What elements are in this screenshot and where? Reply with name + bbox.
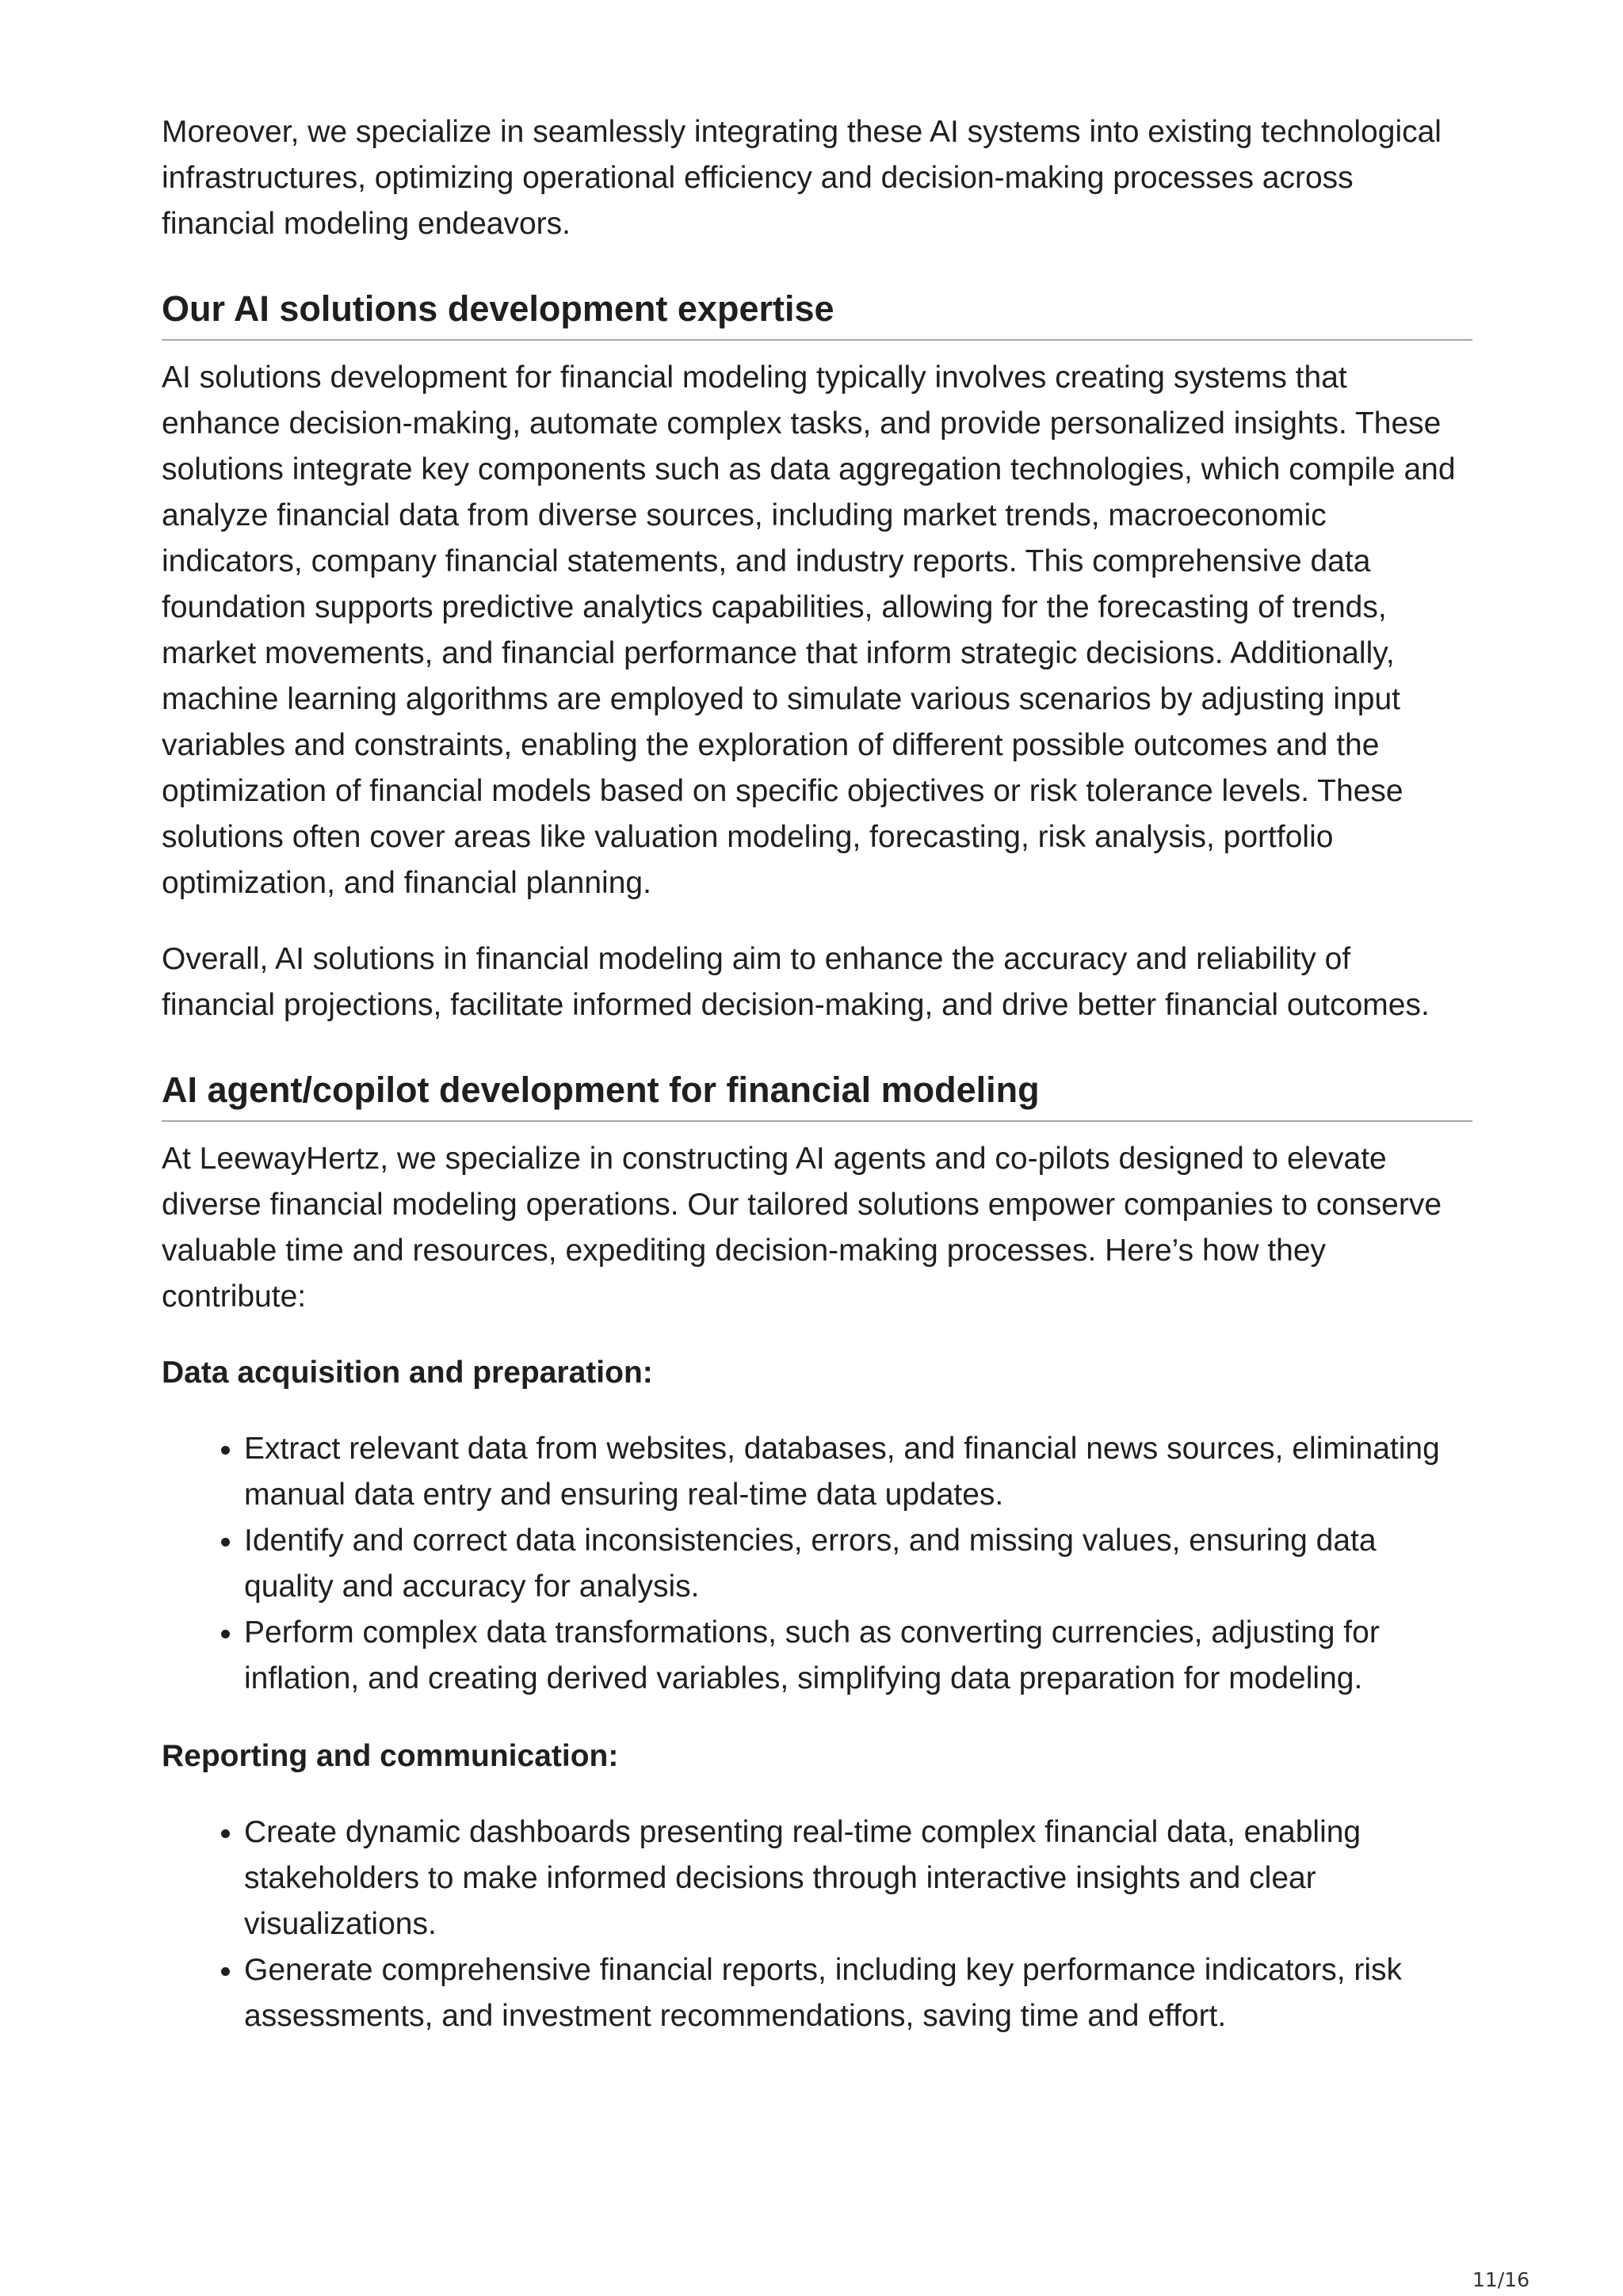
list-item: • Generate comprehensive financial reports, including key performance indicators, risk assessments, and investment recommendations, saving time and effort. — [244, 1947, 1472, 2039]
agent-intro-paragraph: At LeewayHertz, we specialize in constructing AI agents and co-pilots designed to elevate diverse financial modeling operations. Our tailored solutions empower companies to conserve valuable time and resources, expediting decision-making processes. Here’s how they contribute: — [162, 1142, 1442, 1314]
expertise-paragraph-1: AI solutions development for financial modeling typically involves creating systems that enhance decision-making, automate complex tasks, and provide personalized insights. These solutions integrate key components such as data aggregation technologies, which compile and analyze financial data from diverse sources, including market trends, macroeconomic indicators, company financial statements, and industry reports. This comprehensive data foundation supports predictive analytics capabilities, allowing for the forecasting of trends, market movements, and financial performance that inform strategic decisions. Additionally, machine learning algorithms are employed to simulate various scenarios by adjusting input variables and constraints, enabling the exploration of different possible outcomes and the optimization of financial models based on specific objectives or risk tolerance levels. These solutions often cover areas like valuation modeling, forecasting, risk analysis, portfolio optimization, and financial planning. — [162, 360, 1456, 900]
subheading-data-acquisition: Data acquisition and preparation: — [162, 1356, 653, 1390]
expertise-paragraph-2: Overall, AI solutions in financial modeling aim to enhance the accuracy and reliability of financial projections, facilitate informed decision-making, and drive better financial outcomes. — [162, 942, 1430, 1022]
list-item: • Identify and correct data inconsistencies, errors, and missing values, ensuring data quality and accuracy for analysis. — [244, 1518, 1472, 1610]
intro-paragraph: Moreover, we specialize in seamlessly integrating these AI systems into existing technological infrastructures, optimizing operational efficiency and decision-making processes across financial modeling endeavors. — [162, 115, 1442, 241]
reporting-list — [162, 1810, 1472, 2039]
section-heading-agent: AI agent/copilot development for financial modeling — [162, 1065, 1472, 1122]
list-item: • Perform complex data transformations, such as converting currencies, adjusting for inflation, and creating derived variables, simplifying data preparation for modeling. — [244, 1610, 1472, 1702]
document-page — [162, 109, 1472, 2071]
list-item: • Extract relevant data from websites, databases, and financial news sources, eliminating manual data entry and ensuring real-time data updates. — [244, 1426, 1472, 1518]
subheading-reporting: Reporting and communication: — [162, 1739, 619, 1773]
data-acquisition-list — [162, 1426, 1472, 1702]
page-number: 11/16 — [1472, 2268, 1529, 2291]
list-item: • Create dynamic dashboards presenting real-time complex financial data, enabling stakeholders to make informed decisions through interactive insights and clear visualizations. — [244, 1810, 1472, 1947]
section-heading-expertise: Our AI solutions development expertise — [162, 284, 1472, 341]
